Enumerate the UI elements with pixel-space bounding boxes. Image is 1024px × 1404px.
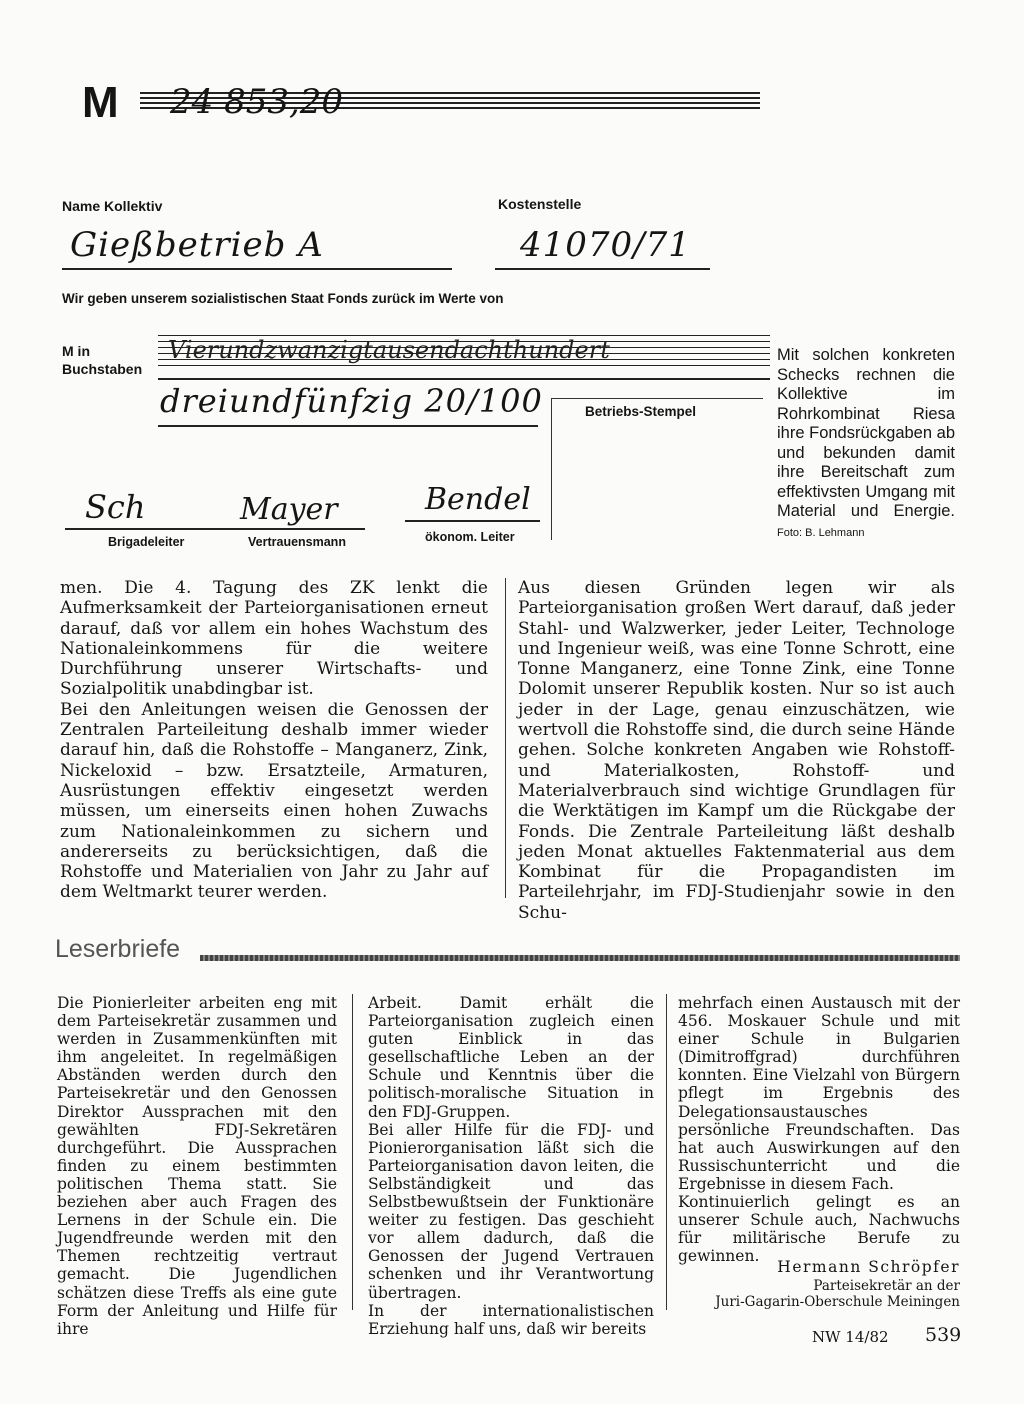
kollektiv-name-value: Gießbetrieb A	[70, 225, 324, 265]
letter-divider-2	[666, 994, 667, 1310]
fonds-statement: Wir geben unserem sozialistischen Staat Fonds zurück im Werte von	[62, 291, 504, 306]
photo-credit: Foto: B. Lehmann	[777, 526, 865, 539]
kostenstelle-value: 41070/71	[520, 225, 691, 265]
stamp-box-top	[551, 398, 763, 399]
letter-col3-paragraph-1: mehrfach einen Austausch mit der 456. Moskauer Schule und mit einer Schule in Bulgarien (Dimitroffgrad) durchführen konnten. Eine Vielzahl von Bürgern pflegt im Ergebnis des Delegationsaustausches persönliche Freundschaften. Das hat auch Auswirkungen auf den Russischunterricht und die Ergebnisse in diesem Fach.	[678, 994, 960, 1193]
letters-value-underline	[158, 425, 538, 427]
letter-author: Hermann Schröpfer	[777, 1258, 960, 1276]
sig3-label: ökonom. Leiter	[425, 530, 515, 544]
issue-number: NW 14/82	[812, 1328, 889, 1346]
article-column-1	[60, 578, 488, 903]
signature-line-1-2	[65, 528, 365, 530]
letter-author-role-1: Parteisekretär an der	[813, 1278, 960, 1294]
sig1-label: Brigadeleiter	[108, 535, 185, 549]
signature-2: Mayer	[240, 492, 338, 527]
signature-1: Sch	[85, 488, 146, 526]
article-col1-paragraph-2: Bei den Anleitungen weisen die Genossen der Zentralen Parteileitung deshalb immer wieder darauf hin, daß die Rohstoffe – Manganerz, Zink, Nickeloxid – bzw. Ersatzteile, Armaturen, Ausrüstungen effektiv eingesetzt werden müssen, um einerseits einen hohen Zuwachs zum Nationaleinkommen zu sichern und andererseits zu berücksichtigen, daß die Rohstoffe und Materialien von Jahr zu Jahr auf dem Weltmarkt teurer werden.	[60, 699, 488, 903]
leserbriefe-rule	[200, 955, 960, 961]
leserbriefe-heading: Leserbriefe	[55, 935, 181, 963]
letter-col1-paragraph: Die Pionierleiter arbeiten eng mit dem Parteisekretär zusammen und werden in Zusammenkünften mit ihm angeleitet. In regelmäßigen Abständen werden durch den Parteisekretär und den Genossen Direktor Aussprachen mit den gewählten FDJ-Sekretären durchgeführt. Die Aussprachen finden zu einem bestimmten politischen Thema statt. Sie beziehen aber auch Fragen des Lernens in der Schule ein. Die Jugendfreunde werden mit den Themen rechtzeitig vertraut gemacht. Die Jugendlichen schätzen diese Treffs als eine gute Form der Anleitung und Hilfe für ihre	[57, 994, 337, 1338]
letter-col2-paragraph-2: Bei aller Hilfe für die FDJ- und Pionierorganisation läßt sich die Parteiorganisation davon leiten, die Selbständigkeit und das Selbstbewußtsein der Funktionäre weiter zu festigen. Das geschieht vor allem dadurch, daß die Genossen der Jugend Vertrauen schenken und ihr Verantwortung übertragen.	[368, 1120, 654, 1302]
struck-letters: Vierundzwanzigtausendachthundert	[168, 336, 610, 364]
stamp-label: Betriebs-Stempel	[585, 404, 697, 419]
letters-label-1: M in	[62, 343, 90, 359]
letter-col2-paragraph-1: Arbeit. Damit erhält die Parteiorganisation zugleich einen guten Einblick in das gesellschaftliche Leben an der Schule und Kenntnis über die politisch-moralische Situation in den FDJ-Gruppen.	[368, 994, 654, 1121]
letters-label-2: Buchstaben	[62, 361, 143, 377]
page-number: 539	[925, 1324, 962, 1346]
stamp-box-border	[551, 398, 552, 540]
article-col2-paragraph: Aus diesen Gründen legen wir als Parteiorganisation großen Wert darauf, daß jeder Stahl- und Walzwerker, jeder Leiter, Technologe und Ingenieur weiß, was eine Tonne Schrott, eine Tonne Manganerz, eine Tonne Zink, eine Tonne Dolomit unserer Republik kosten. Nur so ist auch jeder in der Lage, genau einzuschätzen, wie wertvoll die Rohstoffe sind, die durch seine Hände gehen. Solche konkreten Angaben wie Rohstoff- und Materialkosten, Rohstoff- und Materialverbrauch sind wichtige Grundlagen für die Werktätigen im Kampf um die Rückgabe der Fonds. Die Zentrale Parteileitung läßt deshalb jeden Monat aktuelles Faktenmaterial aus dem Kombinat für die Propagandisten im Parteilehrjahr, im FDJ-Studienjahr sowie in den Schu-	[518, 578, 955, 923]
letters-value: dreiundfünfzig 20/100	[160, 382, 543, 420]
sig2-label: Vertrauensmann	[248, 535, 346, 549]
currency-label: M	[82, 78, 119, 127]
letter-col3-paragraph-2: Kontinuierlich gelingt es an unserer Schule auch, Nachwuchs für militärische Berufe zu gewinnen.	[678, 1193, 960, 1266]
letter-author-role-2: Juri-Gagarin-Oberschule Meiningen	[715, 1294, 960, 1310]
article-column-2	[518, 578, 955, 923]
letter-column-2	[368, 994, 654, 1338]
cost-underline	[495, 268, 710, 270]
article-col1-paragraph-1: men. Die 4. Tagung des ZK lenkt die Aufmerksamkeit der Parteiorganisationen erneut darauf, daß vor allem ein hohes Wachstum des Nationaleinkommens für die weitere Durchführung unserer Wirtschafts- und Sozialpolitik unabdingbar ist.	[60, 578, 488, 700]
name-kollektiv-label: Name Kollektiv	[62, 198, 163, 214]
letters-underline	[158, 378, 770, 380]
caption-text: Mit solchen konkreten Schecks rechnen die Kollektive im Rohrkombinat Riesa ihre Fondsrückgaben ab und bekunden damit ihre Bereitschaft zum effektivsten Umgang mit Material und Energie.	[777, 346, 955, 520]
struck-amount: 24 853,20	[170, 82, 344, 122]
photo-caption	[777, 346, 955, 543]
article-column-divider	[505, 578, 506, 898]
letter-column-3	[678, 994, 960, 1265]
letter-col2-paragraph-3: In der internationalistischen Erziehung half uns, daß wir bereits	[368, 1301, 654, 1338]
kostenstelle-label: Kostenstelle	[498, 196, 582, 212]
signature-3: Bendel	[425, 482, 531, 517]
letter-divider-1	[352, 994, 353, 1310]
signature-line-3	[405, 520, 540, 522]
name-underline	[62, 268, 452, 270]
letter-column-1	[57, 994, 337, 1338]
